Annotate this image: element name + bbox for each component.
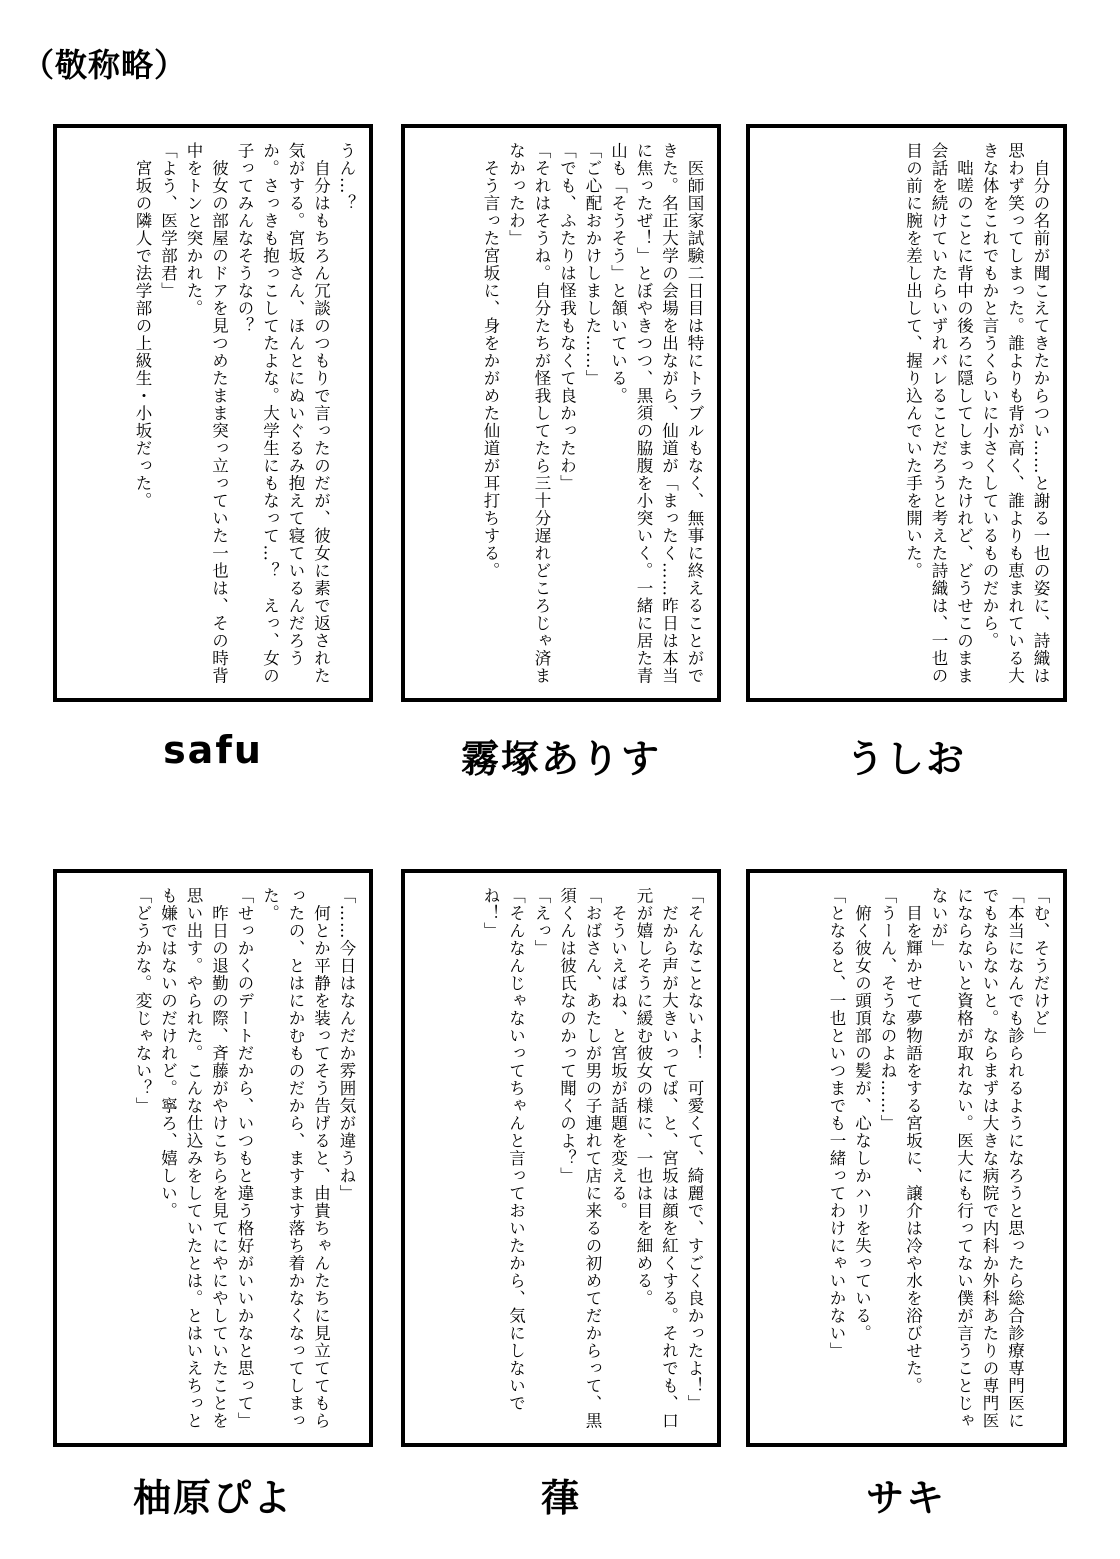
excerpt-box-safu (53, 124, 373, 702)
author-name-ritsu: 葎 (540, 1476, 581, 1520)
author-name-yuzuhara: 柚原ぴよ (132, 1476, 293, 1520)
author-name-saki: サキ (865, 1476, 946, 1520)
excerpt-box-ritsu (401, 869, 721, 1447)
excerpt-text-kirizuka: 医師国家試験二日目は特にトラブルもなく、無事に終えることができた。名正大学の会場を出ながら、仙道が「まったく……昨日は本当に焦ったぜ！」とぼやきつつ、黒須の脇腹を小突いく。一緒に居た青山も「そうそう」と頷いている。 「ご心配おかけしました……」 「でも、ふたりは怪我もなくて良かったわ」 「それはそうね。自分たちが怪我してたら三十分遅れどころじゃ済まなかったわ」 そう言った宮坂に、身をかがめた仙道が耳打ちする。 (481, 142, 704, 685)
excerpt-box-kirizuka (401, 124, 721, 702)
excerpt-box-saki (746, 869, 1067, 1447)
excerpt-text-safu: うん…？ 自分はもちろん冗談のつもりで言ったのだが、彼女に素で返された気がする。宮坂さん、ほんとにぬいぐるみ抱えて寝ているんだろうか。さっきも抱っこしてたよな。大学生にもなって…？ えっ、女の子ってみんなそうなの？ 彼女の部屋のドアを見つめたまま突っ立っていた一也は、その時背中をトンと突かれた。 「よう、医学部君」 宮坂の隣人で法学部の上級生・小坂だった。 (133, 142, 356, 685)
excerpt-text-ushio: 自分の名前が聞こえてきたからつい……と謝る一也の姿に、詩織は思わず笑ってしまった。誰よりも背が高く、誰よりも恵まれている大きな体をこれでもかと言うくらいに小さくしているものだから。 咄嗟のことに背中の後ろに隠してしまったけれど、どうせこのまま会話を続けていたらいずれバレることだろうと考えた詩織は、一也の目の前に腕を差し出して、握り込んでいた手を開いた。 (903, 142, 1050, 685)
author-name-safu: safu (163, 728, 263, 772)
excerpt-text-yuzuhara: 「……今日はなんだか雰囲気が違うね」 何とか平静を装ってそう告げると、由貴ちゃんたちに見立ててもらったの、とはにかむものだから、ますます落ち着かなくなってしまった。 「せっかくのデートだから、いつもと違う格好がいいかなと思って」 昨日の退勤の際、斉藤がやけこちらを見てにやにやしていたことを思い出す。やられた。こんな仕込みをしていたとは。とはいえちっとも嫌ではないのだけれど。寧ろ、嬉しい。 「どうかな。変じゃない？」 (133, 887, 356, 1430)
author-name-kirizuka: 霧塚ありす (460, 737, 661, 781)
excerpt-box-ushio (746, 124, 1067, 702)
excerpt-text-ritsu: 「そんなことないよ！ 可愛くて、綺麗で、すごく良かったよ！」 だから声が大きいってば、と、宮坂は顔を紅くする。それでも、口元が嬉しそうに緩む彼女の様に、一也は目を細める。 そういえばね、と宮坂が話題を変える。 「おばさん、あたしが男の子連れて店に来るの初めてだからって、黒須くんは彼氏なのかって聞くのよ？」 「えっ」 「そんなんじゃないってちゃんと言っておいたから、気にしないでね！」 (481, 887, 704, 1430)
page-note: （敬称略） (22, 46, 188, 84)
author-name-ushio: うしお (845, 737, 966, 781)
excerpt-box-yuzuhara (53, 869, 373, 1447)
excerpt-text-saki: 「む、そうだけど」 「本当になんでも診られるようになろうと思ったら総合診療専門医にでもならないと。ならまずは大きな病院で内科か外科あたりの専門医にならないと資格が取れない。医大にも行ってない僕が言うことじゃないが」 目を輝かせて夢物語をする宮坂に、譲介は冷や水を浴びせた。 「うーん、そうなのよね……」 俯く彼女の頭頂部の髪が、心なしかハリを失っている。 「となると、一也といつまでも一緒ってわけにゃいかない」 (827, 887, 1050, 1430)
